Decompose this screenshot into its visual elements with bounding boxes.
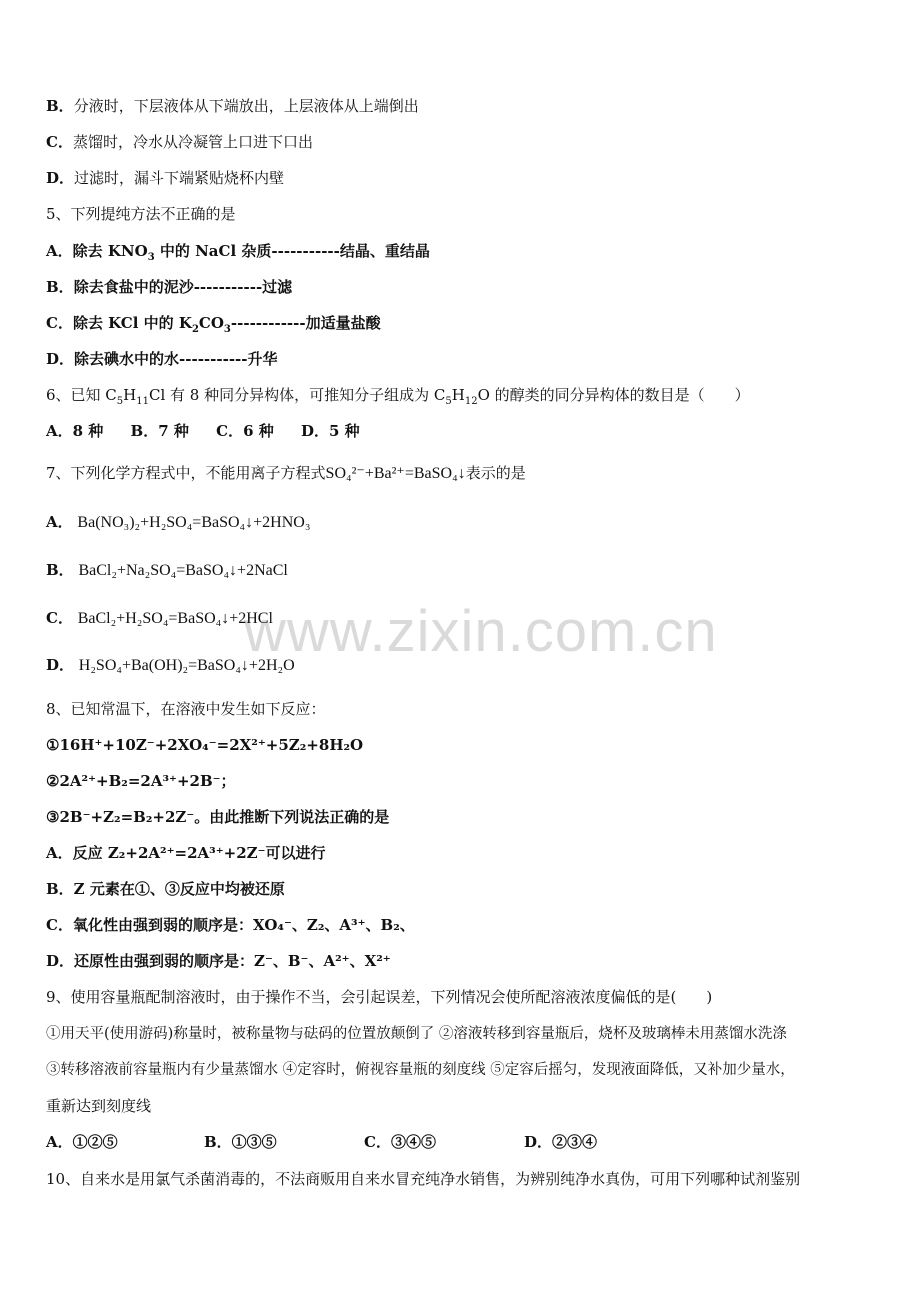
q7-option-d: D． H₂SO₄+Ba(OH)₂=BaSO₄↓+2H₂O (46, 656, 295, 674)
q4-option-c: C．蒸馏时，冷水从冷凝管上口进下口出 (46, 133, 313, 151)
q8-option-b: B．Z 元素在①、③反应中均被还原 (46, 880, 285, 898)
q6-option: A．8 种 (46, 422, 104, 440)
q8-option-a: A．反应 Z₂+2A²⁺=2A³⁺+2Z⁻可以进行 (46, 844, 326, 862)
q5-stem: 5、下列提纯方法不正确的是 (46, 205, 236, 223)
q8-stem: 8、已知常温下，在溶液中发生如下反应： (46, 700, 326, 718)
q6-stem: 6、已知 $C_5H_{11}Cl$ 有 8 种同分异构体，可推知分子组成为 $C_5H_{12}O$ 的醇类的同分异构体的数目是（ ） (46, 386, 750, 407)
q9-option: D．②③④ (524, 1133, 598, 1151)
q4-option-d: D．过滤时，漏斗下端紧贴烧杯内壁 (46, 169, 285, 187)
q7-stem: 7、下列化学方程式中，不能用离子方程式SO₄²⁻+Ba²⁺=BaSO₄↓表示的是 (46, 464, 526, 482)
q6-option: B．7 种 (130, 422, 189, 440)
q9-item-line-2: ③转移溶液前容量瓶内有少量蒸馏水 ④定容时，俯视容量瓶的刻度线 ⑤定容后摇匀，发现液面降低，又补加少量水， (46, 1062, 795, 1078)
q9-item-line-3: 重新达到刻度线 (46, 1097, 152, 1115)
q10-stem: 10、自来水是用氯气杀菌消毒的，不法商贩用自来水冒充纯净水销售，为辨别纯净水真伪，可用下列哪种试剂鉴别 (46, 1170, 801, 1188)
q5-option-d: D．除去碘水中的水-----------升华 (46, 350, 278, 368)
q9-option: A．①②⑤ (46, 1133, 118, 1151)
q5-option-a: A．除去 $KNO_3$ 中的 NaCl 杂质-----------结晶、重结晶 (46, 242, 430, 263)
q9-option: B．①③⑤ (204, 1133, 277, 1151)
q9-option: C．③④⑤ (364, 1133, 436, 1151)
q8-option-d: D．还原性由强到弱的顺序是：Z⁻、B⁻、A²⁺、X²⁺ (46, 952, 391, 970)
q6-option: C．6 种 (216, 422, 274, 440)
q8-reaction-3: ③2B⁻+Z₂=B₂+2Z⁻。由此推断下列说法正确的是 (46, 808, 390, 826)
q9-stem: 9、使用容量瓶配制溶液时，由于操作不当，会引起误差，下列情况会使所配溶液浓度偏低的是( ) (46, 988, 713, 1006)
q7-option-a: A． Ba(NO₃)₂+H₂SO₄=BaSO₄↓+2HNO₃ (46, 513, 311, 531)
q8-reaction-2: ②2A²⁺+B₂=2A³⁺+2B⁻； (46, 772, 236, 790)
q5-option-c: C．除去 KCl 中的 $K_2CO_3------------$加适量盐酸 (46, 314, 381, 335)
watermark: www.zixin.com.cn (244, 599, 718, 664)
q8-option-c: C．氧化性由强到弱的顺序是：XO₄⁻、Z₂、A³⁺、B₂、 (46, 916, 415, 934)
q7-option-c: C． BaCl₂+H₂SO₄=BaSO₄↓+2HCl (46, 609, 273, 627)
q9-item-line-1: ①用天平(使用游码)称量时，被称量物与砝码的位置放颠倒了 ②溶液转移到容量瓶后，烧杯及玻璃棒未用蒸馏水洗涤 (46, 1026, 787, 1042)
q8-reaction-1: ①16H⁺+10Z⁻+2XO₄⁻=2X²⁺+5Z₂+8H₂O (46, 736, 364, 754)
q5-option-b: B．除去食盐中的泥沙-----------过滤 (46, 278, 293, 296)
q4-option-b: B．分液时，下层液体从下端放出，上层液体从上端倒出 (46, 97, 419, 115)
q6-option: D．5 种 (300, 422, 360, 440)
q6-options (46, 421, 382, 441)
q7-option-b: B． BaCl₂+Na₂SO₄=BaSO₄↓+2NaCl (46, 561, 288, 579)
q7-ionic-equation: SO₄²⁻+Ba²⁺=BaSO₄↓ (325, 465, 466, 482)
